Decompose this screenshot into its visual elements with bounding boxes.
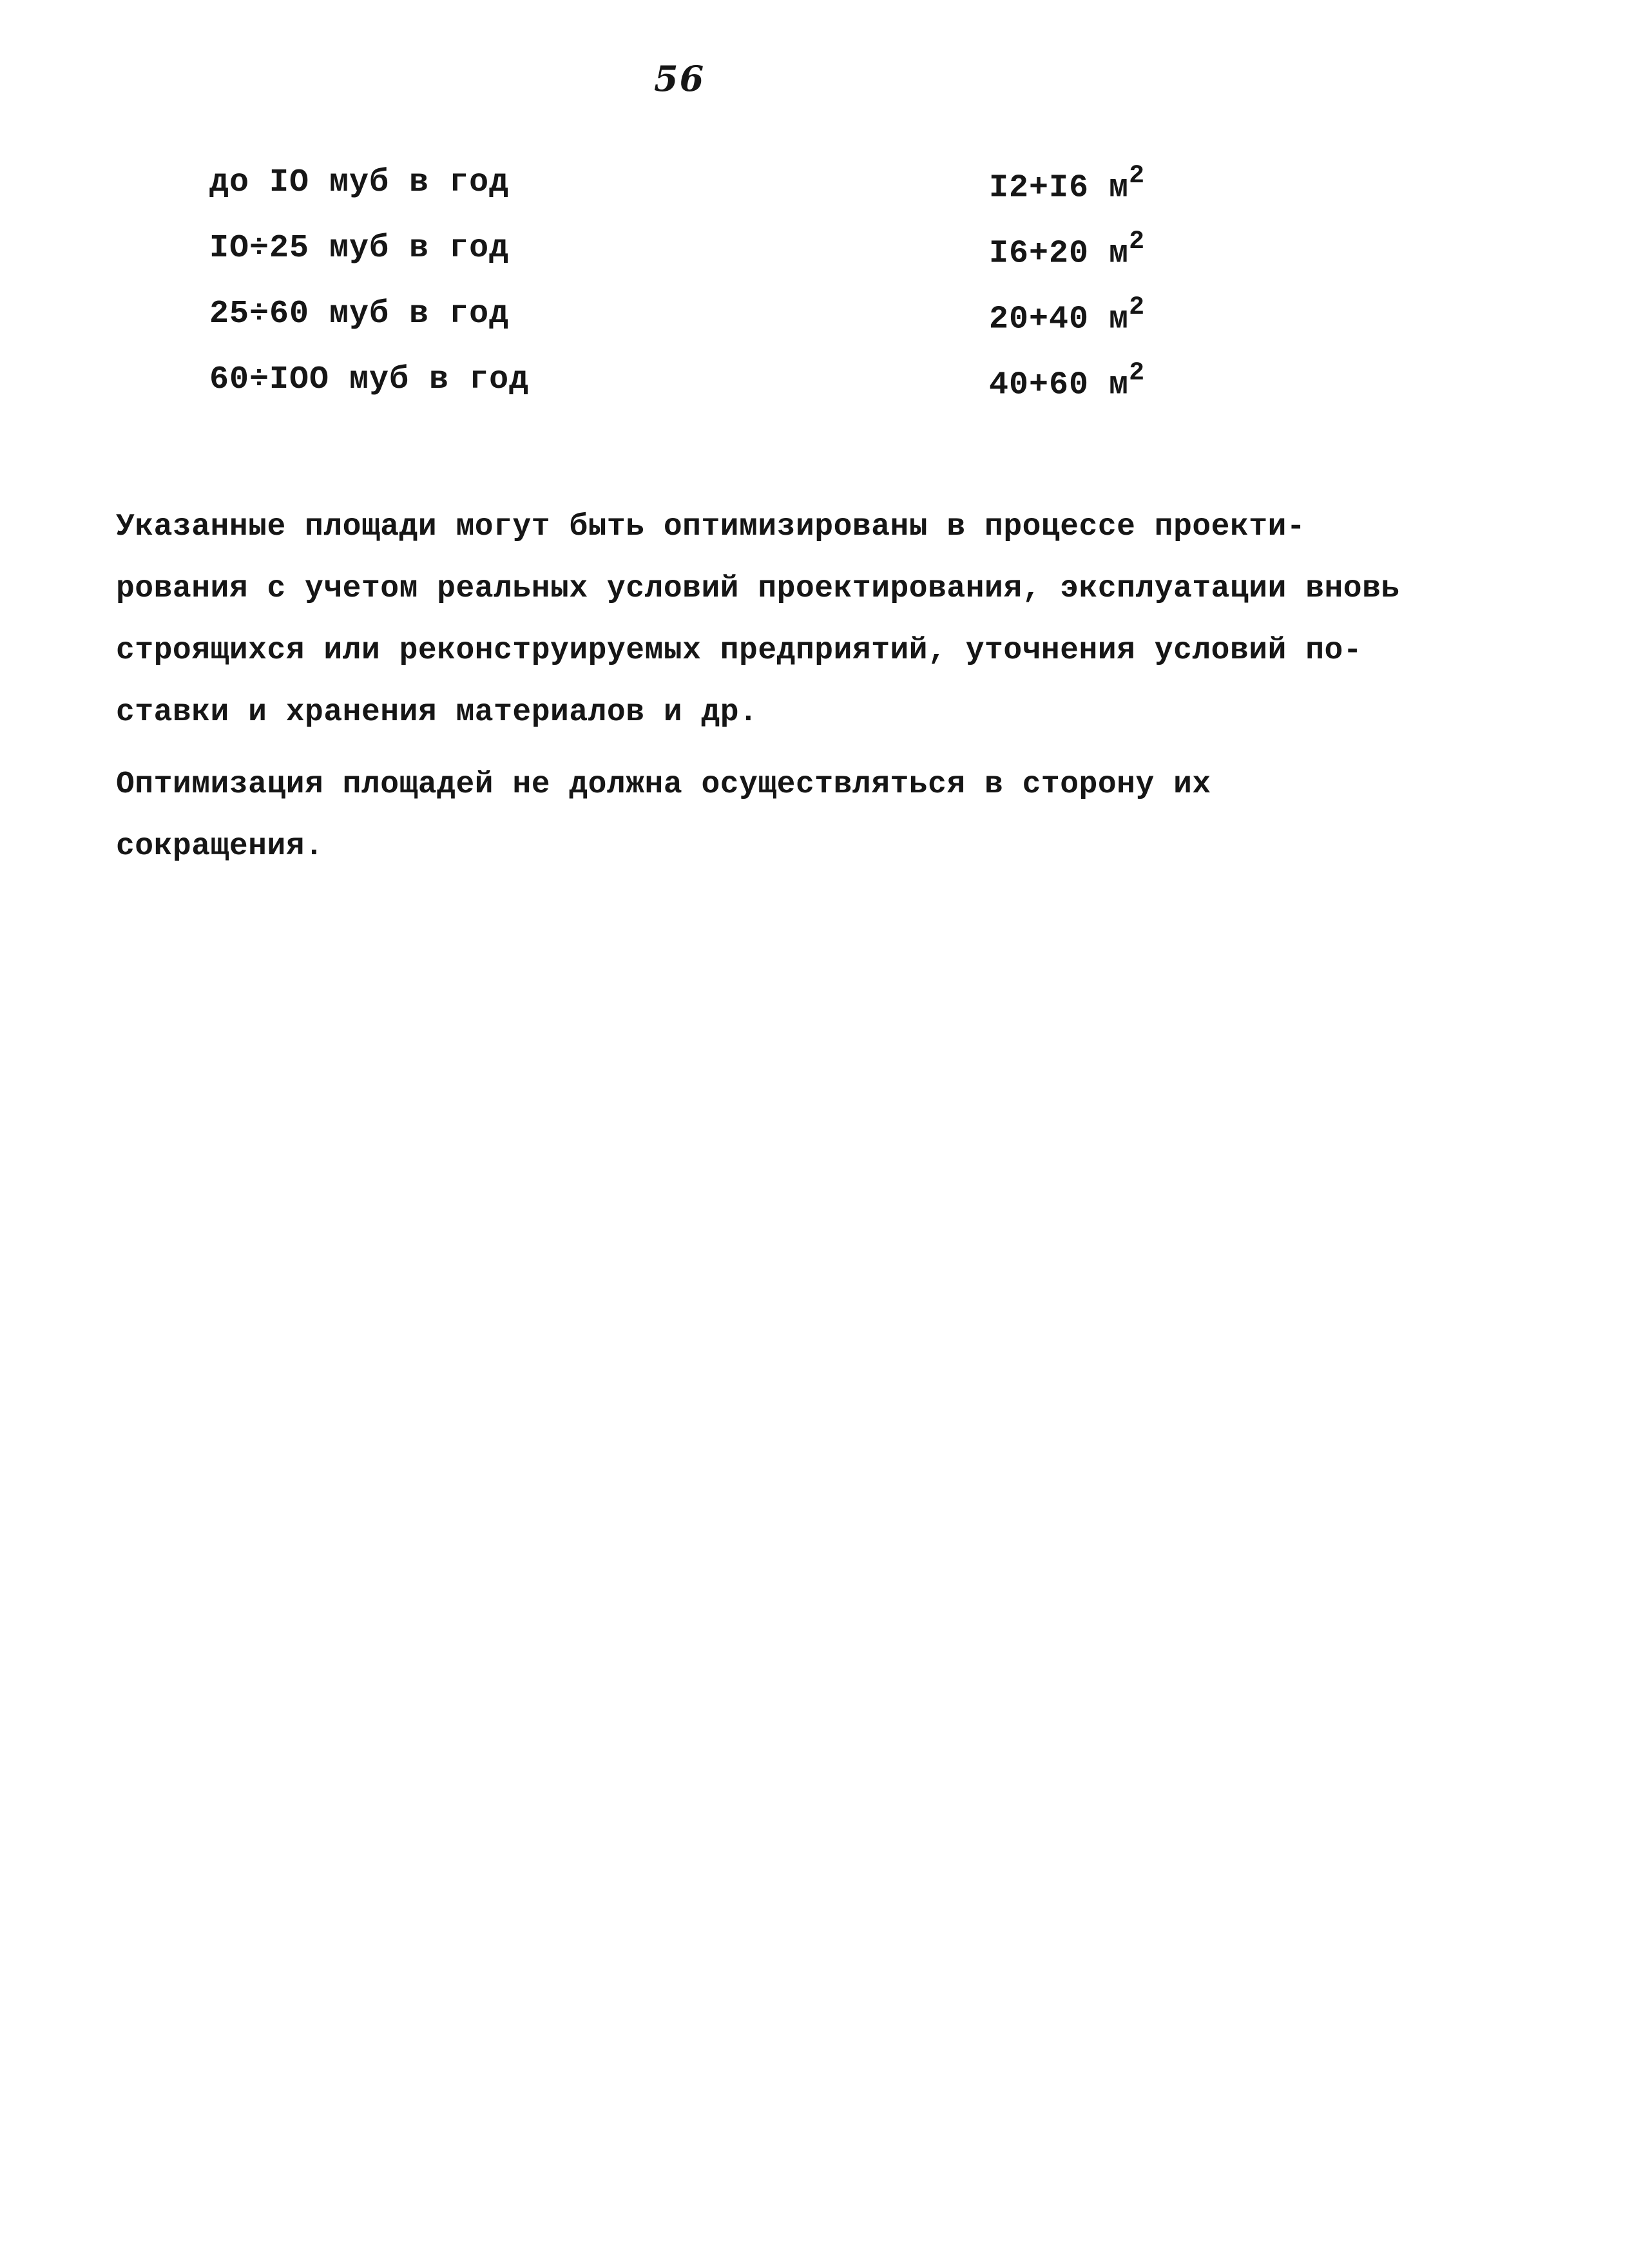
rate-area bbox=[989, 293, 1146, 338]
paragraph-line: сокращения. bbox=[116, 829, 324, 864]
rate-label: 25÷60 муб в год bbox=[209, 296, 510, 332]
rate-area bbox=[989, 227, 1146, 273]
paragraph-optimization-limit bbox=[116, 754, 1533, 877]
rate-area bbox=[989, 164, 1145, 207]
paragraph-line: ставки и хранения материалов и др. bbox=[116, 695, 758, 730]
rate-label: IO÷25 муб в год bbox=[209, 230, 510, 267]
rate-area-range: 20+40 bbox=[989, 301, 1090, 338]
rate-area-range: I6+20 bbox=[989, 235, 1090, 273]
page-number: 56 bbox=[654, 58, 706, 99]
rate-area-unit: м bbox=[1109, 367, 1129, 404]
paragraph-line: Оптимизация площадей не должна осуществляться в сторону их bbox=[116, 767, 1211, 802]
paragraph-area-optimization bbox=[116, 496, 1533, 743]
rate-area-unit: м bbox=[1109, 169, 1129, 207]
paragraph-line: Указанные площади могут быть оптимизированы в процессе проекти- bbox=[116, 510, 1306, 544]
rate-row bbox=[209, 227, 1176, 296]
rate-label: 60÷IOO муб в год bbox=[209, 361, 530, 398]
rate-area-exponent: 2 bbox=[1129, 227, 1146, 256]
rate-row bbox=[209, 164, 1176, 230]
rate-area-unit: м bbox=[1109, 301, 1129, 338]
rate-label: до IO муб в год bbox=[209, 164, 510, 201]
rate-area-range: I2+I6 bbox=[989, 169, 1090, 207]
rate-area-exponent: 2 bbox=[1129, 359, 1146, 388]
paragraph-line: рования с учетом реальных условий проектирования, эксплуатации вновь bbox=[116, 571, 1400, 606]
rate-area-range: 40+60 bbox=[989, 367, 1090, 404]
rate-area bbox=[989, 361, 1145, 404]
paragraph-line: строящихся или реконструируемых предприятий, уточнения условий по- bbox=[116, 633, 1363, 668]
rate-area-exponent: 2 bbox=[1129, 162, 1146, 191]
rate-row bbox=[209, 361, 1176, 427]
rate-area-exponent: 2 bbox=[1129, 293, 1146, 322]
rate-area-unit: м bbox=[1109, 235, 1129, 273]
rate-row bbox=[209, 293, 1176, 361]
rate-table bbox=[209, 164, 1176, 427]
